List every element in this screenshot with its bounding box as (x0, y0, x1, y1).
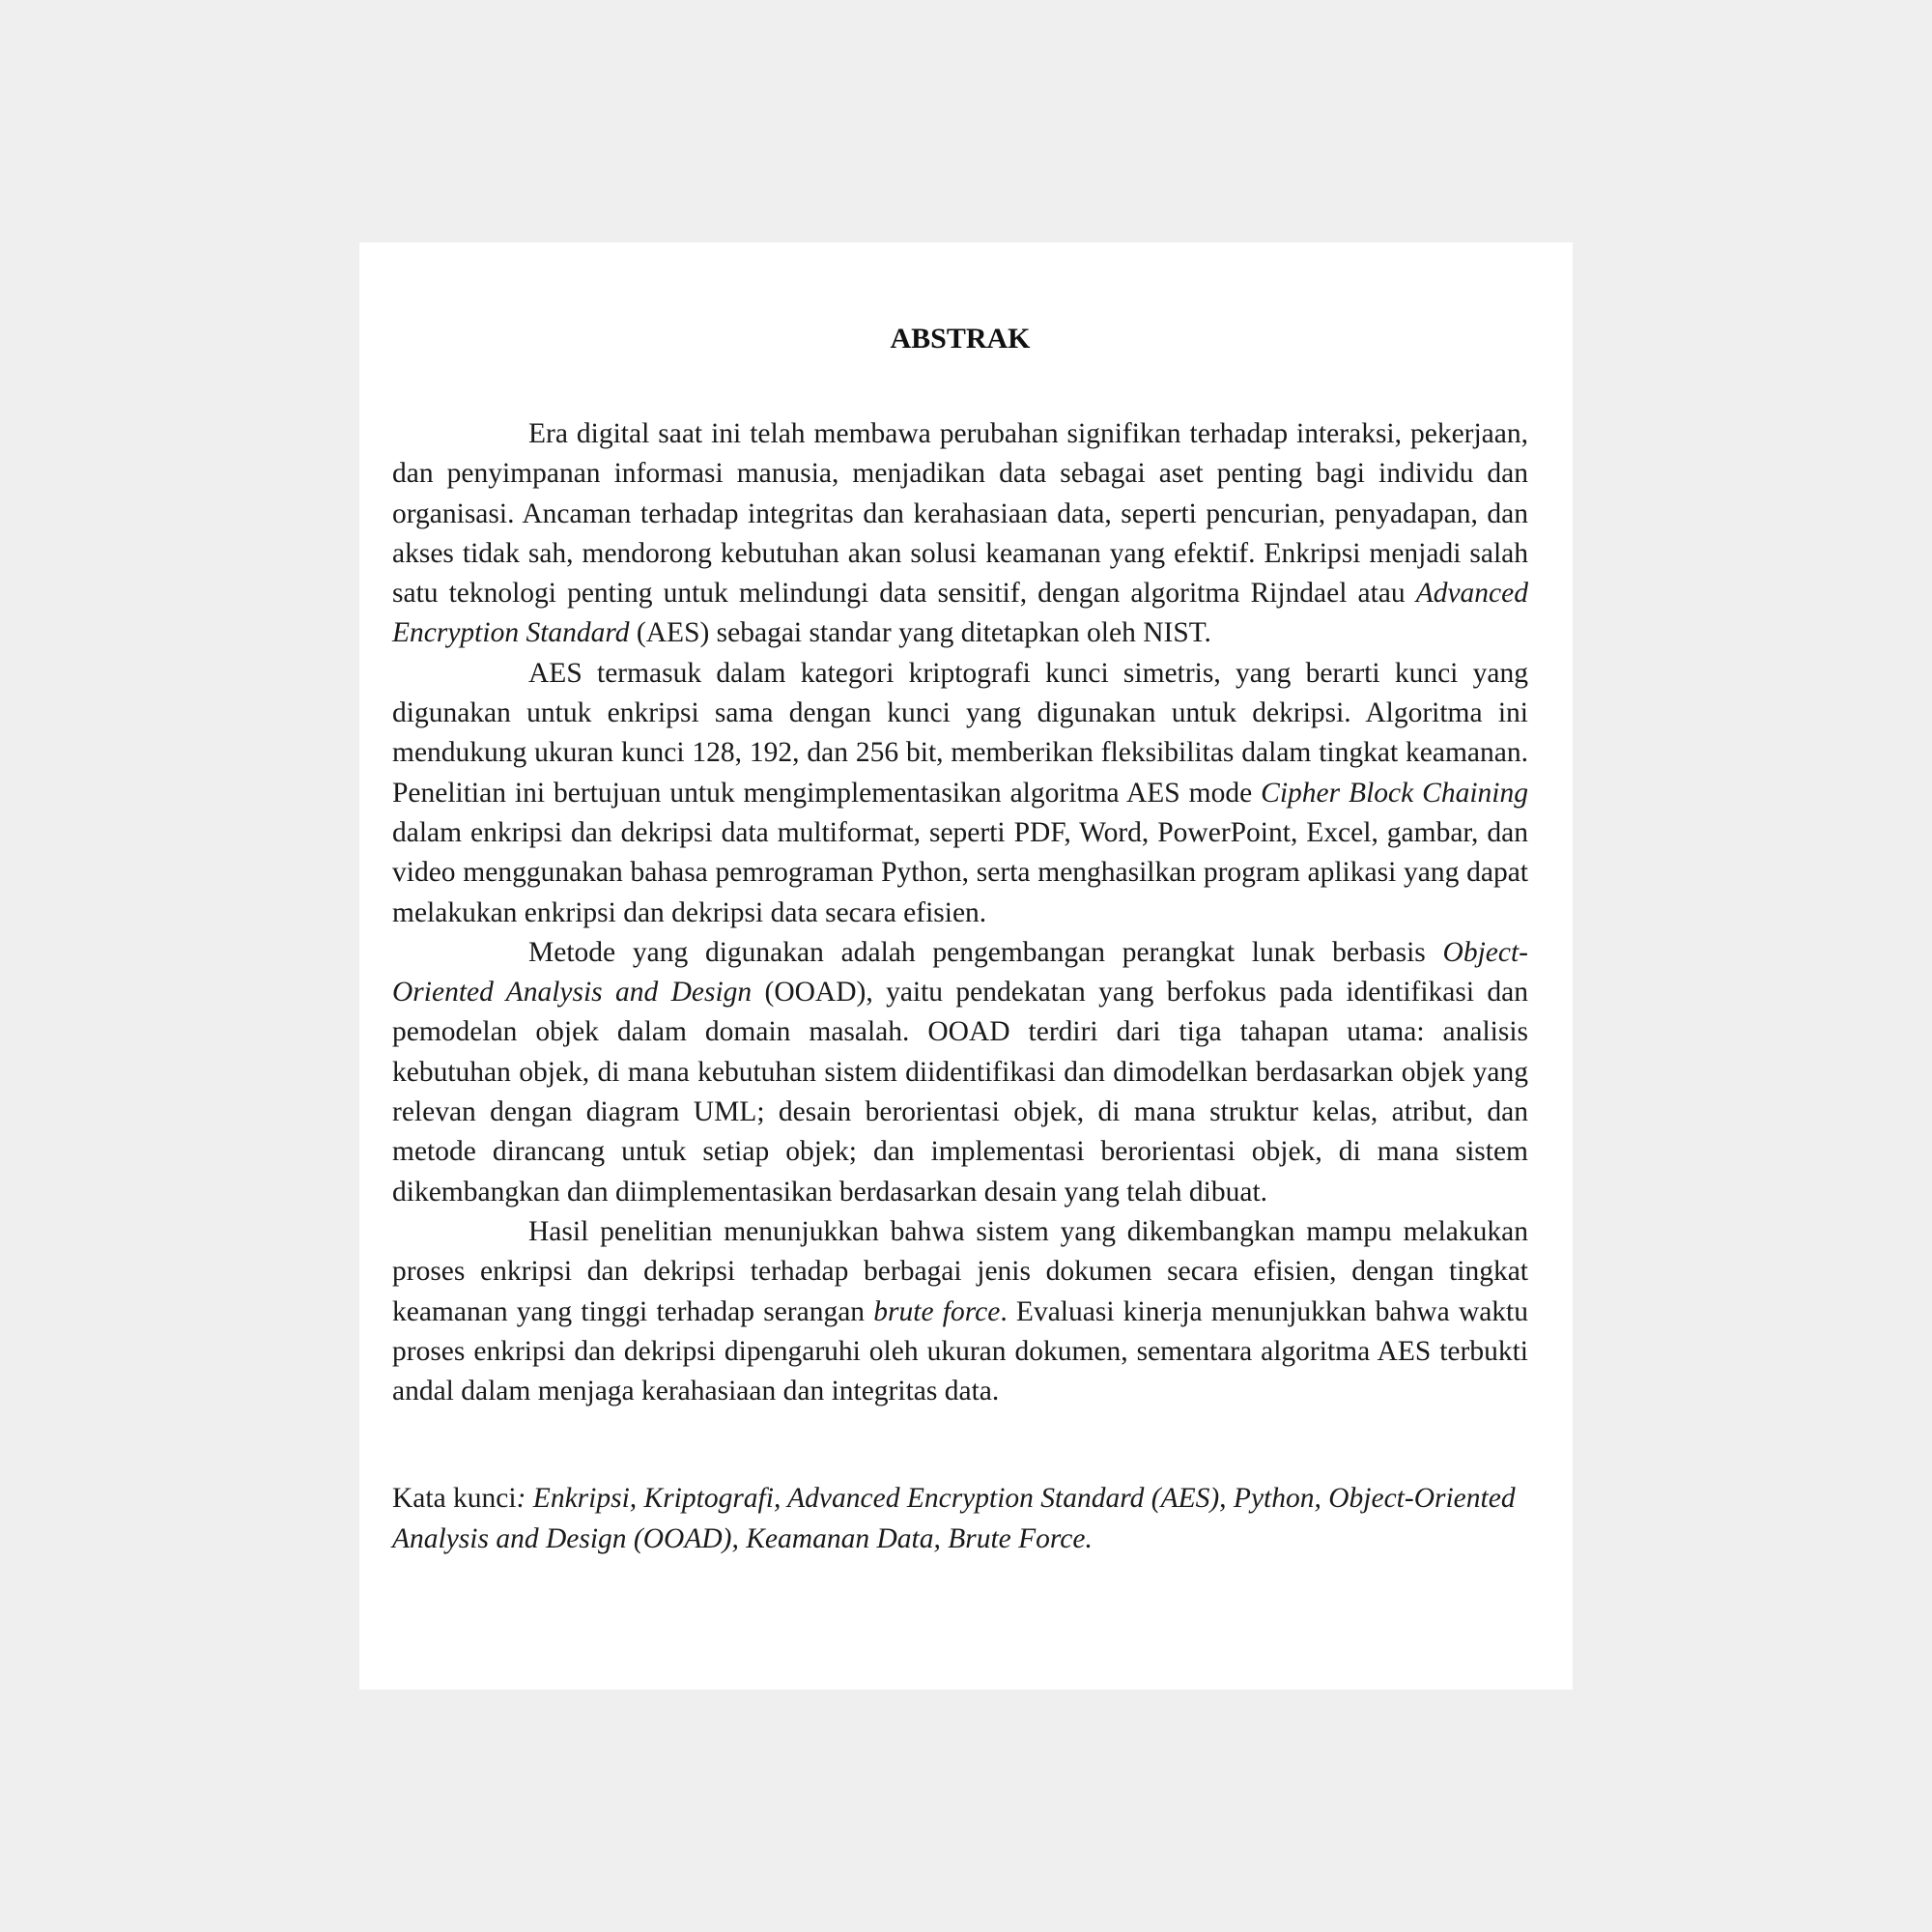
paragraph-italic-text: Cipher Block Chaining (1261, 777, 1528, 809)
keywords-list: : Enkripsi, Kriptografi, Advanced Encryption Standard (AES), Python, Object-Oriented Analysis and Design (OOAD), Keamanan Data, Brute Force. (392, 1483, 1516, 1554)
abstract-paragraph (392, 654, 1528, 933)
keywords (392, 1479, 1528, 1559)
abstract-paragraph (392, 1212, 1528, 1411)
paragraph-italic-text: Object-Oriented Analysis and Design (392, 936, 1528, 1009)
paragraph-text: Metode yang digunakan adalah pengembangan perangkat lunak berbasis (528, 936, 1443, 968)
paragraph-text: dalam enkripsi dan dekripsi data multiformat, seperti PDF, Word, PowerPoint, Excel, gambar, dan video menggunakan bahasa pemrograman Python, serta menghasilkan program aplikasi yang dapat melakukan enkripsi dan dekripsi data secara efisien. (392, 816, 1528, 928)
paragraph-text: (AES) sebagai standar yang ditetapkan oleh NIST. (629, 617, 1211, 649)
paragraph-text: AES termasuk dalam kategori kriptografi kunci simetris, yang berarti kunci yang digunakan untuk enkripsi sama dengan kunci yang digunakan untuk dekripsi. Algoritma ini mendukung ukuran kunci 128, 192, dan 256 bit, memberikan fleksibilitas dalam tingkat keamanan. Penelitian ini bertujuan untuk mengimplementasikan algoritma AES mode (392, 657, 1528, 809)
paragraph-text: . Evaluasi kinerja menunjukkan bahwa waktu proses enkripsi dan dekripsi dipengaruhi oleh ukuran dokumen, sementara algoritma AES terbukti andal dalam menjaga kerahasiaan dan integritas data. (392, 1295, 1528, 1407)
paragraph-italic-text: brute force (873, 1295, 1001, 1327)
document-page (359, 242, 1573, 1690)
abstract-paragraph (392, 414, 1528, 654)
document-title: ABSTRAK (890, 323, 1031, 355)
keywords-label: Kata kunci (392, 1483, 517, 1515)
paragraph-text: (OOAD), yaitu pendekatan yang berfokus pada identifikasi dan pemodelan objek dalam domain masalah. OOAD terdiri dari tiga tahapan utama: analisis kebutuhan objek, di mana kebutuhan sistem diidentifikasi dan dimodelkan berdasarkan objek yang relevan dengan diagram UML; desain berorientasi objek, di mana struktur kelas, atribut, dan metode dirancang untuk setiap objek; dan implementasi berorientasi objek, di mana sistem dikembangkan dan diimplementasikan berdasarkan desain yang telah dibuat. (392, 977, 1528, 1208)
paragraph-text: Hasil penelitian menunjukkan bahwa sistem yang dikembangkan mampu melakukan proses enkripsi dan dekripsi terhadap berbagai jenis dokumen secara efisien, dengan tingkat keamanan yang tinggi terhadap serangan (392, 1215, 1528, 1327)
paragraph-text: Era digital saat ini telah membawa perubahan signifikan terhadap interaksi, pekerjaan, dan penyimpanan informasi manusia, menjadikan data sebagai aset penting bagi individu dan organisasi. Ancaman terhadap integritas dan kerahasiaan data, seperti pencurian, penyadapan, dan akses tidak sah, mendorong kebutuhan akan solusi keamanan yang efektif. Enkripsi menjadi salah satu teknologi penting untuk melindungi data sensitif, dengan algoritma Rijndael atau (392, 418, 1528, 610)
paragraph-italic-text: Advanced Encryption Standard (392, 578, 1528, 649)
abstract-paragraph (392, 933, 1528, 1212)
